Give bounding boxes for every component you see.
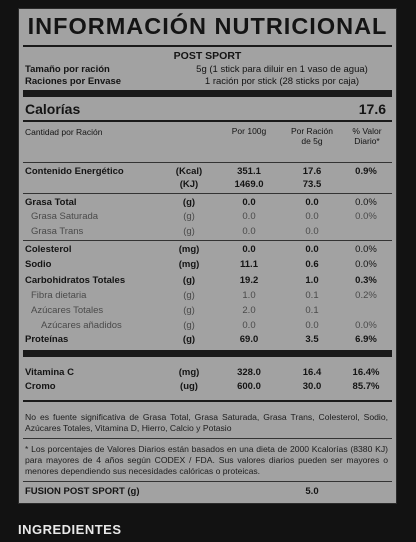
calories-label: Calorías [25, 101, 81, 117]
nutrient-row: Grasa Saturada (g) 0.0 0.0 0.0% [31, 211, 377, 222]
divider [23, 162, 392, 163]
nutrient-row: Azúcares Totales (g) 2.0 0.1 [31, 305, 319, 316]
nutrient-row: Sodio (mg) 11.1 0.6 0.0% [25, 259, 377, 270]
divider [23, 400, 392, 402]
nutrition-facts-panel [18, 8, 397, 504]
daily-values-footnote: * Los porcentajes de Valores Diarios están basados en una dieta de 2000 Kcalorías (8380 KJ) para mayores de 4 años según CODEX / FDA. Sus valores diarios pueden ser mayores o menores dependiendo sus necesidades calóricas o proteicas. [25, 444, 388, 476]
nutrient-row: Colesterol (mg) 0.0 0.0 0.0% [25, 244, 377, 255]
per-100g-header: Por 100g [231, 126, 267, 136]
divider [23, 45, 392, 47]
nutrient-row: Carbohidratos Totales (g) 19.2 1.0 0.3% [25, 275, 377, 286]
divider [23, 240, 392, 241]
nutrient-row: Contenido Energético (Kcal) 351.1 17.6 0.9% [25, 166, 377, 177]
serving-size-label: Tamaño por ración [25, 64, 110, 75]
daily-value-header: % Valor Diario* [352, 126, 382, 146]
nutrient-row: Grasa Trans (g) 0.0 0.0 [31, 226, 319, 237]
nutrient-row: (KJ) 1469.0 73.5 [179, 179, 322, 190]
nutrient-row: Vitamina C (mg) 328.0 16.4 16.4% [25, 367, 380, 378]
nutrient-row: Proteínas (g) 69.0 3.5 6.9% [25, 334, 377, 345]
divider [23, 481, 392, 482]
panel-title: INFORMACIÓN NUTRICIONAL [27, 13, 388, 39]
not-significant-source-note: No es fuente significativa de Grasa Total, Grasa Saturada, Grasa Trans, Colesterol, Sodio, Azúcares Totales, Vitamina D, Hierro, Calcio y Potasio [25, 412, 388, 433]
nutrient-row: Fibra dietaria (g) 1.0 0.1 0.2% [31, 290, 377, 301]
servings-per-container-value: 1 ración por stick (28 sticks por caja) [204, 76, 360, 87]
divider [23, 193, 392, 194]
nutrient-row: Grasa Total (g) 0.0 0.0 0.0% [25, 197, 377, 208]
fusion-value: 5.0 [305, 486, 319, 497]
thick-divider [23, 90, 392, 97]
per-serving-header: Por Ración de 5g [290, 126, 334, 146]
divider [23, 120, 392, 122]
serving-size-value: 5g (1 stick para diluir en 1 vaso de agua) [196, 64, 368, 75]
ingredients-heading: INGREDIENTES [18, 522, 122, 537]
thick-divider [23, 350, 392, 357]
servings-per-container-label: Raciones por Envase [25, 76, 122, 87]
nutrient-row: Cromo (ug) 600.0 30.0 85.7% [25, 381, 380, 392]
divider [23, 438, 392, 439]
nutrient-row: Azúcares añadidos (g) 0.0 0.0 0.0% [41, 320, 377, 331]
amount-per-serving-header: Cantidad por Ración [25, 127, 103, 137]
product-name: POST SPORT [173, 50, 242, 62]
fusion-label: FUSION POST SPORT (g) [25, 486, 140, 497]
calories-value: 17.6 [358, 101, 386, 117]
